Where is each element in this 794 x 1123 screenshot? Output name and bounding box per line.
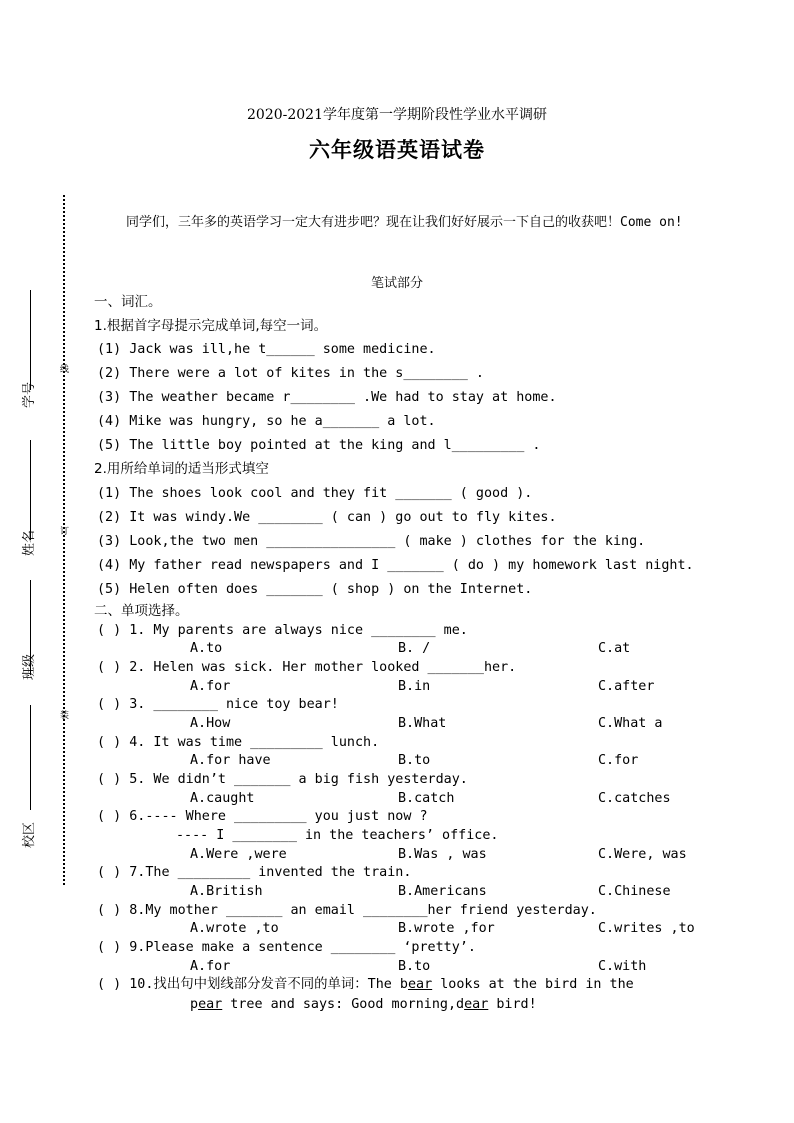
vocab-item-2: (2) There were a lot of kites in the s________ . <box>97 366 484 381</box>
mc-9-option-c: C.with <box>598 959 647 974</box>
mc-3-option-b: B.What <box>398 716 447 731</box>
section1-part2-heading: 2.用所给单词的适当形式填空 <box>94 461 269 477</box>
mc-6-option-c: C.Were, was <box>598 847 687 862</box>
vocab-item-3: (3) The weather became r________ .We had to stay at home. <box>97 390 557 405</box>
mc-4-option-b: B.to <box>398 753 431 768</box>
margin-rule-campus <box>30 705 31 810</box>
margin-label-class: 班级 <box>22 653 37 680</box>
mc-question-6-line2: ---- I ________ in the teachers’ office. <box>176 828 499 843</box>
mc-6-option-a: A.Were ,were <box>190 847 287 862</box>
mc-10-underline-3: ear <box>464 997 489 1012</box>
mc-question-3: ( ) 3. ________ nice toy bear! <box>97 697 339 712</box>
mc-question-4: ( ) 4. It was time _________ lunch. <box>97 735 380 750</box>
mc-1-option-a: A.to <box>190 641 223 656</box>
mc-question-7: ( ) 7.The _________ invented the train. <box>97 865 412 880</box>
mc-4-option-a: A.for have <box>190 753 271 768</box>
mc-question-1: ( ) 1. My parents are always nice ________ me. <box>97 623 468 638</box>
exam-title: 六年级语英语试卷 <box>309 137 485 162</box>
mc-4-option-c: C.for <box>598 753 639 768</box>
margin-rule-student-id <box>30 290 31 390</box>
mc-9-option-b: B.to <box>398 959 431 974</box>
mc-8-option-c: C.writes ,to <box>598 921 695 936</box>
mc-10-underline-1: ear <box>408 977 433 992</box>
mc-10-prefix: ( ) 10.找出句中划线部分发音不同的单词：The b <box>97 977 408 992</box>
intro-paragraph: 同学们，三年多的英语学习一定大有进步吧？现在让我们好好展示一下自己的收获吧！Come on! <box>126 215 683 230</box>
cut-mark-bind: 装 <box>60 711 70 721</box>
vocab-item-1: (1) Jack was ill,he t______ some medicine. <box>97 342 436 357</box>
mc-1-option-b: B. / <box>398 641 431 656</box>
form-item-2: (2) It was windy.We ________ ( can ) go out to fly kites. <box>97 510 557 525</box>
margin-rule-name <box>30 440 31 540</box>
section1-part1-heading: 1.根据首字母提示完成单词,每空一词。 <box>94 318 328 334</box>
exam-subtitle: 2020-2021学年度第一学期阶段性学业水平调研 <box>247 107 547 123</box>
form-item-5: (5) Helen often does _______ ( shop ) on the Internet. <box>97 582 533 597</box>
margin-label-campus: 校区 <box>22 821 37 848</box>
mc-question-10-line2 <box>190 996 537 1014</box>
margin-label-student-id: 学号 <box>22 381 37 408</box>
cut-mark-line: 线 <box>60 365 70 375</box>
margin-label-name: 姓名 <box>22 529 37 556</box>
mc-10-l2c: bird! <box>488 997 537 1012</box>
mc-2-option-c: C.after <box>598 679 655 694</box>
mc-question-10 <box>97 976 634 994</box>
mc-8-option-b: B.wrote ,for <box>398 921 495 936</box>
mc-7-option-a: A.British <box>190 884 263 899</box>
mc-3-option-c: C.What a <box>598 716 663 731</box>
mc-10-underline-2: ear <box>198 997 223 1012</box>
mc-10-l2a: p <box>190 997 199 1012</box>
cut-mark-order: 订 <box>60 527 70 537</box>
mc-5-option-b: B.catch <box>398 791 455 806</box>
mc-question-8: ( ) 8.My mother _______ an email ________her friend yesterday. <box>97 903 597 918</box>
form-item-4: (4) My father read newspapers and I _______ ( do ) my homework last night. <box>97 558 694 573</box>
mc-10-mid: looks at the bird in the <box>432 977 634 992</box>
mc-3-option-a: A.How <box>190 716 231 731</box>
mc-10-l2b: tree and says: Good morning,d <box>222 997 465 1012</box>
mc-question-6: ( ) 6.---- Where _________ you just now ? <box>97 809 428 824</box>
mc-7-option-b: B.Americans <box>398 884 487 899</box>
written-part-heading: 笔试部分 <box>370 276 423 291</box>
mc-9-option-a: A.for <box>190 959 231 974</box>
mc-question-5: ( ) 5. We didn’t _______ a big fish yesterday. <box>97 772 468 787</box>
mc-2-option-a: A.for <box>190 679 231 694</box>
mc-2-option-b: B.in <box>398 679 431 694</box>
vocab-item-5: (5) The little boy pointed at the king and l_________ . <box>97 438 541 453</box>
form-item-1: (1) The shoes look cool and they fit _______ ( good ). <box>97 486 533 501</box>
mc-6-option-b: B.Was , was <box>398 847 487 862</box>
vocab-item-4: (4) Mike was hungry, so he a_______ a lot. <box>97 414 436 429</box>
mc-8-option-a: A.wrote ,to <box>190 921 279 936</box>
section2-heading: 二、单项选择。 <box>94 603 189 619</box>
mc-1-option-c: C.at <box>598 641 631 656</box>
binding-dotted-line <box>63 195 65 885</box>
form-item-3: (3) Look,the two men ________________ ( make ) clothes for the king. <box>97 534 646 549</box>
mc-question-9: ( ) 9.Please make a sentence ________ ‘pretty’. <box>97 940 476 955</box>
mc-question-2: ( ) 2. Helen was sick. Her mother looked _______her. <box>97 660 517 675</box>
mc-5-option-a: A.caught <box>190 791 255 806</box>
section1-heading: 一、词汇。 <box>94 294 162 310</box>
mc-7-option-c: C.Chinese <box>598 884 671 899</box>
mc-5-option-c: C.catches <box>598 791 671 806</box>
